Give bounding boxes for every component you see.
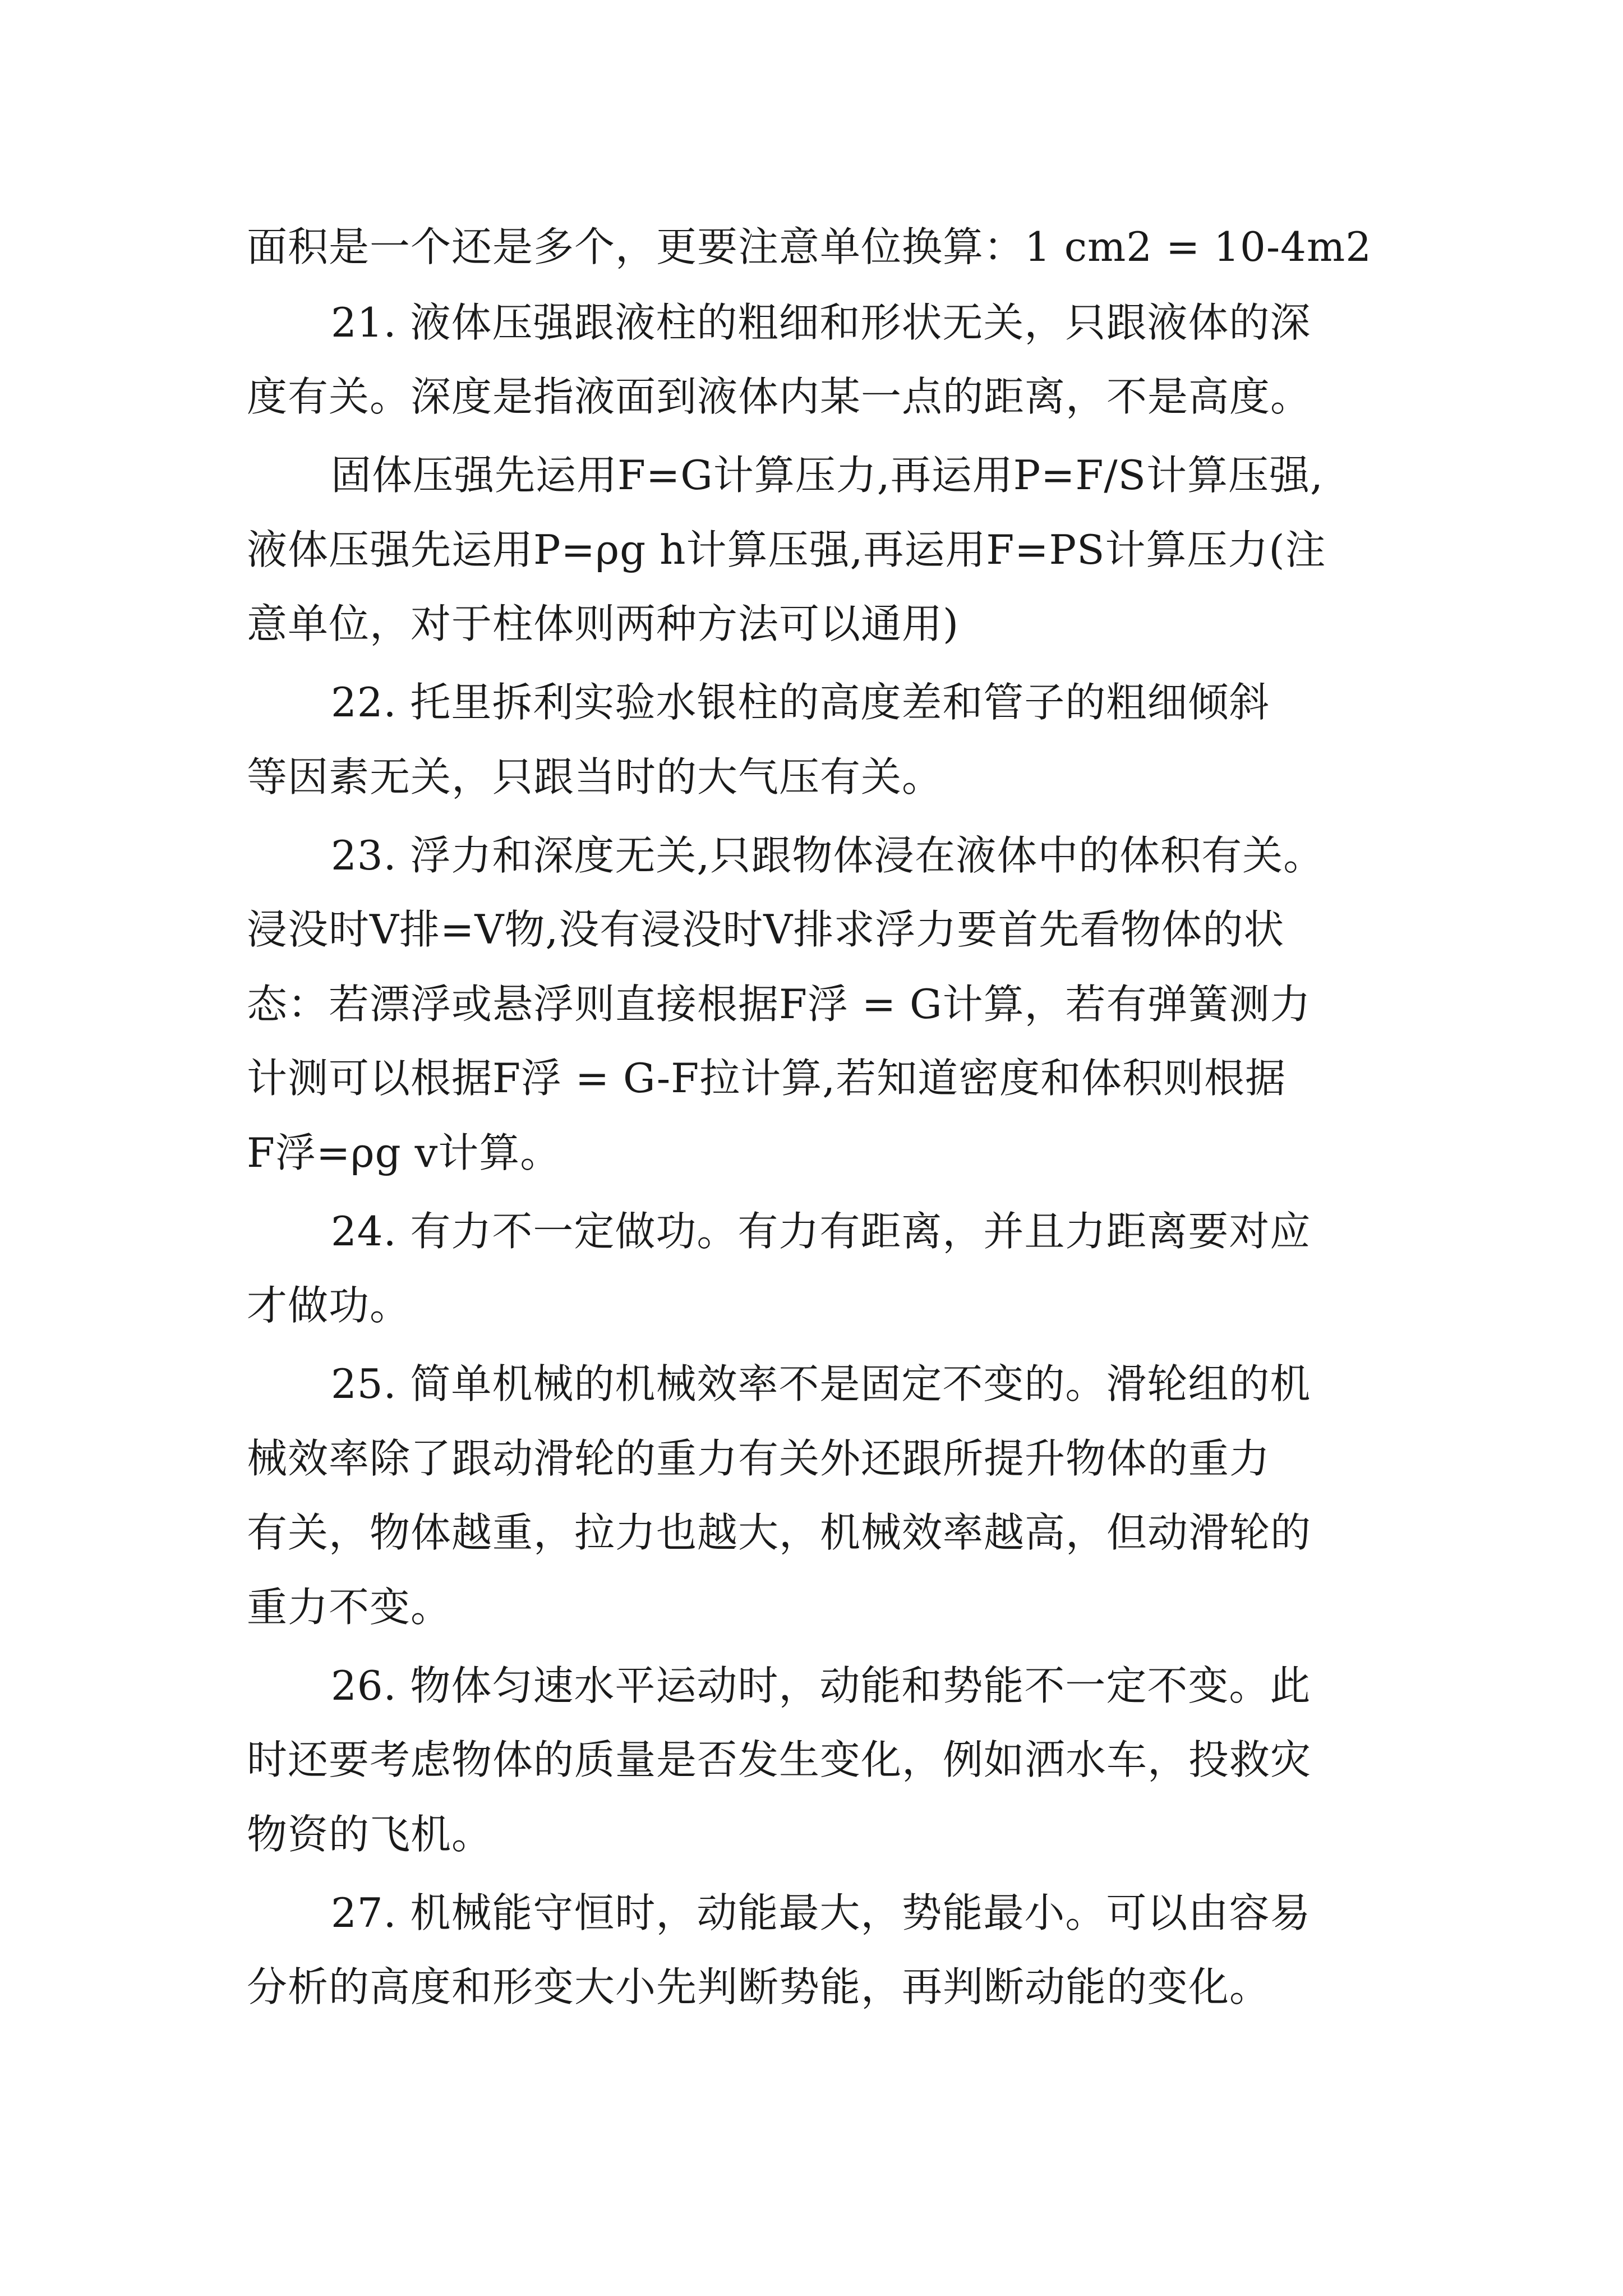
text-line: 23. 浮力和深度无关,只跟物体浸在液体中的体积有关。 xyxy=(331,832,1325,879)
text-line: 态：若漂浮或悬浮则直接根据F浮 = G计算，若有弹簧测力 xyxy=(247,981,1311,1028)
text-line: 计测可以根据F浮 = G-F拉计算,若知道密度和体积则根据 xyxy=(247,1055,1287,1102)
text-line: 浸没时V排=V物,没有浸没时V排求浮力要首先看物体的状 xyxy=(247,906,1285,953)
text-line: 重力不变。 xyxy=(247,1584,452,1631)
text-line: 固体压强先运用F=G计算压力,再运用P=F/S计算压强, xyxy=(331,452,1324,499)
text-line: 度有关。深度是指液面到液体内某一点的距离，不是高度。 xyxy=(247,373,1312,420)
text-line: 24. 有力不一定做功。有力有距离，并且力距离要对应 xyxy=(331,1208,1311,1255)
text-line: 有关，物体越重，拉力也越大，机械效率越高，但动滑轮的 xyxy=(247,1509,1312,1556)
text-line: 面积是一个还是多个，更要注意单位换算：1 cm2 = 10-4m2 xyxy=(247,223,1372,270)
text-line: 27. 机械能守恒时，动能最大，势能最小。可以由容易 xyxy=(331,1889,1311,1936)
text-line: 才做功。 xyxy=(247,1282,411,1329)
text-line: 21. 液体压强跟液柱的粗细和形状无关，只跟液体的深 xyxy=(331,299,1311,346)
text-line: 械效率除了跟动滑轮的重力有关外还跟所提升物体的重力 xyxy=(247,1435,1271,1482)
text-line: 时还要考虑物体的质量是否发生变化，例如洒水车，投救灾 xyxy=(247,1736,1312,1783)
text-line: 等因素无关，只跟当时的大气压有关。 xyxy=(247,753,943,800)
text-line: 25. 简单机械的机械效率不是固定不变的。滑轮组的机 xyxy=(331,1360,1311,1407)
text-line: 分析的高度和形变大小先判断势能，再判断动能的变化。 xyxy=(247,1963,1271,2010)
text-line: 26. 物体匀速水平运动时，动能和势能不一定不变。此 xyxy=(331,1662,1311,1709)
text-line: 22. 托里拆利实验水银柱的高度差和管子的粗细倾斜 xyxy=(331,679,1270,726)
text-line: 意单位，对于柱体则两种方法可以通用) xyxy=(247,600,960,647)
text-line: F浮=ρg v计算。 xyxy=(247,1129,561,1176)
text-line: 液体压强先运用P=ρg h计算压强,再运用F=PS计算压力(注 xyxy=(247,526,1326,573)
text-line: 物资的飞机。 xyxy=(247,1811,493,1858)
